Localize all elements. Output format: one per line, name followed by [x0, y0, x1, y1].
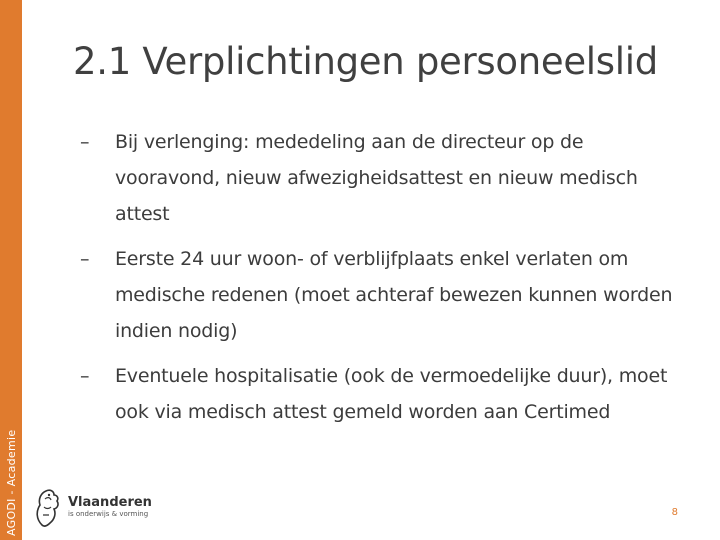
bullet-text: Eventuele hospitalisatie (ook de vermoedelijke duur), moet ook via medisch attest gemeld worden aan Certimed [115, 365, 668, 423]
bullet-marker: – [80, 131, 90, 153]
sidebar-band [0, 0, 22, 540]
bullet-item [80, 358, 690, 430]
sidebar-label-text: AGODI - Academie [4, 429, 18, 536]
flemish-lion-icon [32, 485, 62, 529]
bullet-text: Eerste 24 uur woon- of verblijfplaats enkel verlaten om medische redenen (moet achteraf bewezen kunnen worden indien nodig) [115, 248, 673, 342]
bullet-text: Bij verlenging: mededeling aan de directeur op de vooravond, nieuw afwezigheidsattest en nieuw medisch attest [115, 131, 638, 225]
slide-title: 2.1 Verplichtingen personeelslid [73, 40, 658, 83]
sidebar-label [0, 0, 22, 540]
bullet-marker: – [80, 248, 90, 270]
bullet-list [80, 124, 690, 439]
bullet-item [80, 124, 690, 232]
bullet-item [80, 241, 690, 349]
logo-text [68, 495, 152, 519]
vlaanderen-logo [32, 484, 152, 530]
bullet-marker: – [80, 365, 90, 387]
page-number: 8 [671, 507, 678, 518]
logo-name: Vlaanderen [68, 495, 152, 510]
logo-subtitle: is onderwijs & vorming [68, 510, 149, 518]
